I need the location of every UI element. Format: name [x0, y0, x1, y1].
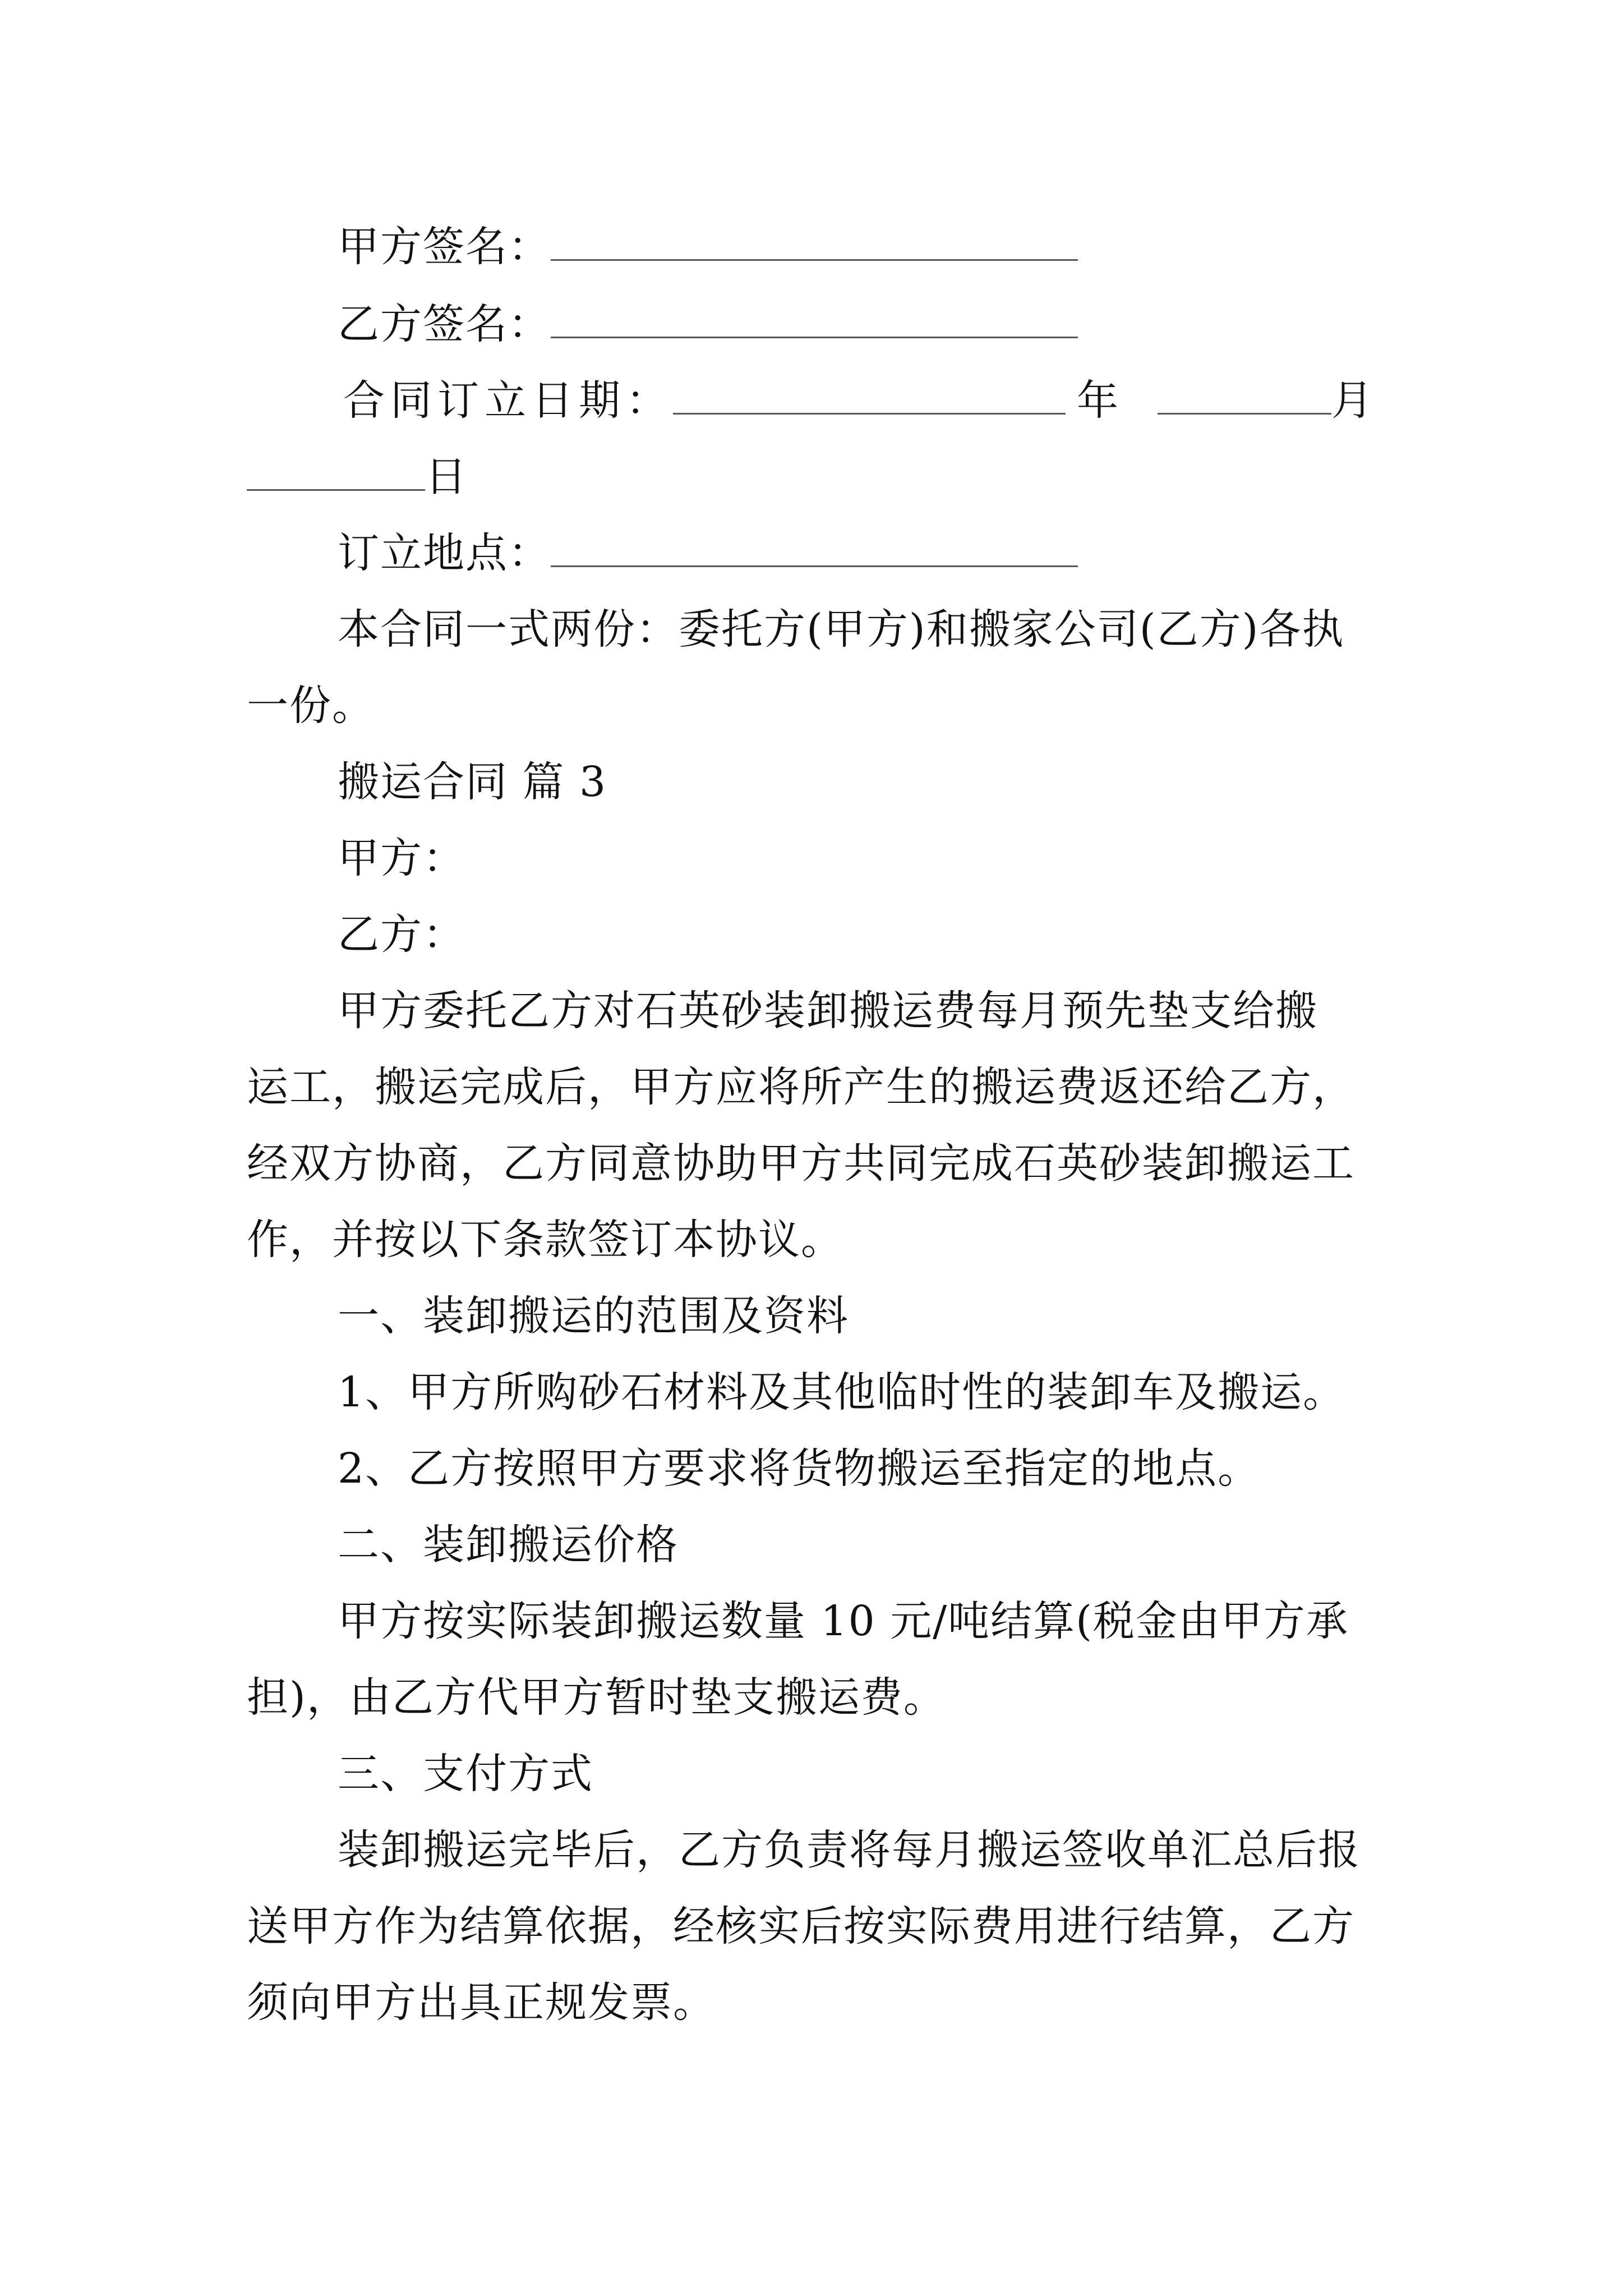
contract-day-line: [247, 450, 1402, 504]
intro-line-3: 经双方协商，乙方同意协助甲方共同完成石英砂装卸搬运工: [247, 1139, 1355, 1188]
clause-1-title: 一、装卸搬运的范围及资料: [338, 1292, 849, 1340]
copies-note-line-2: 一份。: [247, 682, 375, 730]
contract-date-line: [343, 374, 1498, 427]
contract-place-label: 订立地点：: [338, 529, 551, 577]
clause-1-item-1: 1、甲方所购砂石材料及其他临时性的装卸车及搬运。: [338, 1368, 1346, 1416]
contract-place-blank: [551, 527, 1078, 567]
copies-note-line-1: 本合同一式两份：委托方(甲方)和搬家公司(乙方)各执: [338, 605, 1345, 654]
clause-2-line-1: 甲方按实际装卸搬运数量 10 元/吨结算(税金由甲方承: [338, 1597, 1349, 1645]
clause-3-line-3: 须向甲方出具正规发票。: [247, 1978, 716, 2027]
month-blank: [1158, 375, 1331, 415]
clause-2-line-2: 担)，由乙方代甲方暂时垫支搬运费。: [247, 1673, 946, 1722]
contract-date-label: 合同订立日期：: [343, 376, 673, 425]
party-a-signature-label: 甲方签名：: [338, 223, 551, 271]
intro-line-2: 运工，搬运完成后，甲方应将所产生的搬运费返还给乙方，: [247, 1063, 1355, 1111]
section-heading: 搬运合同 篇 3: [338, 758, 607, 806]
party-a-signature-line: [338, 220, 1493, 274]
party-a-signature-blank: [551, 221, 1078, 261]
day-label: 日: [425, 453, 468, 501]
intro-line-1: 甲方委托乙方对石英砂装卸搬运费每月预先垫支给搬: [338, 987, 1318, 1035]
party-b-signature-label: 乙方签名：: [338, 300, 551, 348]
party-b-line: 乙方：: [338, 910, 465, 959]
year-label: 年: [1077, 376, 1124, 425]
year-blank: [673, 375, 1066, 415]
clause-1-item-2: 2、乙方按照甲方要求将货物搬运至指定的地点。: [338, 1444, 1261, 1493]
party-a-line: 甲方：: [338, 834, 465, 882]
party-b-signature-blank: [551, 298, 1078, 338]
intro-line-4: 作，并按以下条款签订本协议。: [247, 1216, 843, 1264]
contract-place-line: [338, 526, 1493, 580]
clause-3-title: 三、支付方式: [338, 1750, 593, 1798]
month-label: 月: [1331, 376, 1378, 425]
clause-3-line-2: 送甲方作为结算依据，经核实后按实际费用进行结算，乙方: [247, 1902, 1355, 1950]
clause-2-title: 二、装卸搬运价格: [338, 1521, 679, 1569]
day-blank: [247, 451, 425, 491]
party-b-signature-line: [338, 297, 1493, 351]
clause-3-line-1: 装卸搬运完毕后，乙方负责将每月搬运签收单汇总后报: [338, 1826, 1361, 1874]
